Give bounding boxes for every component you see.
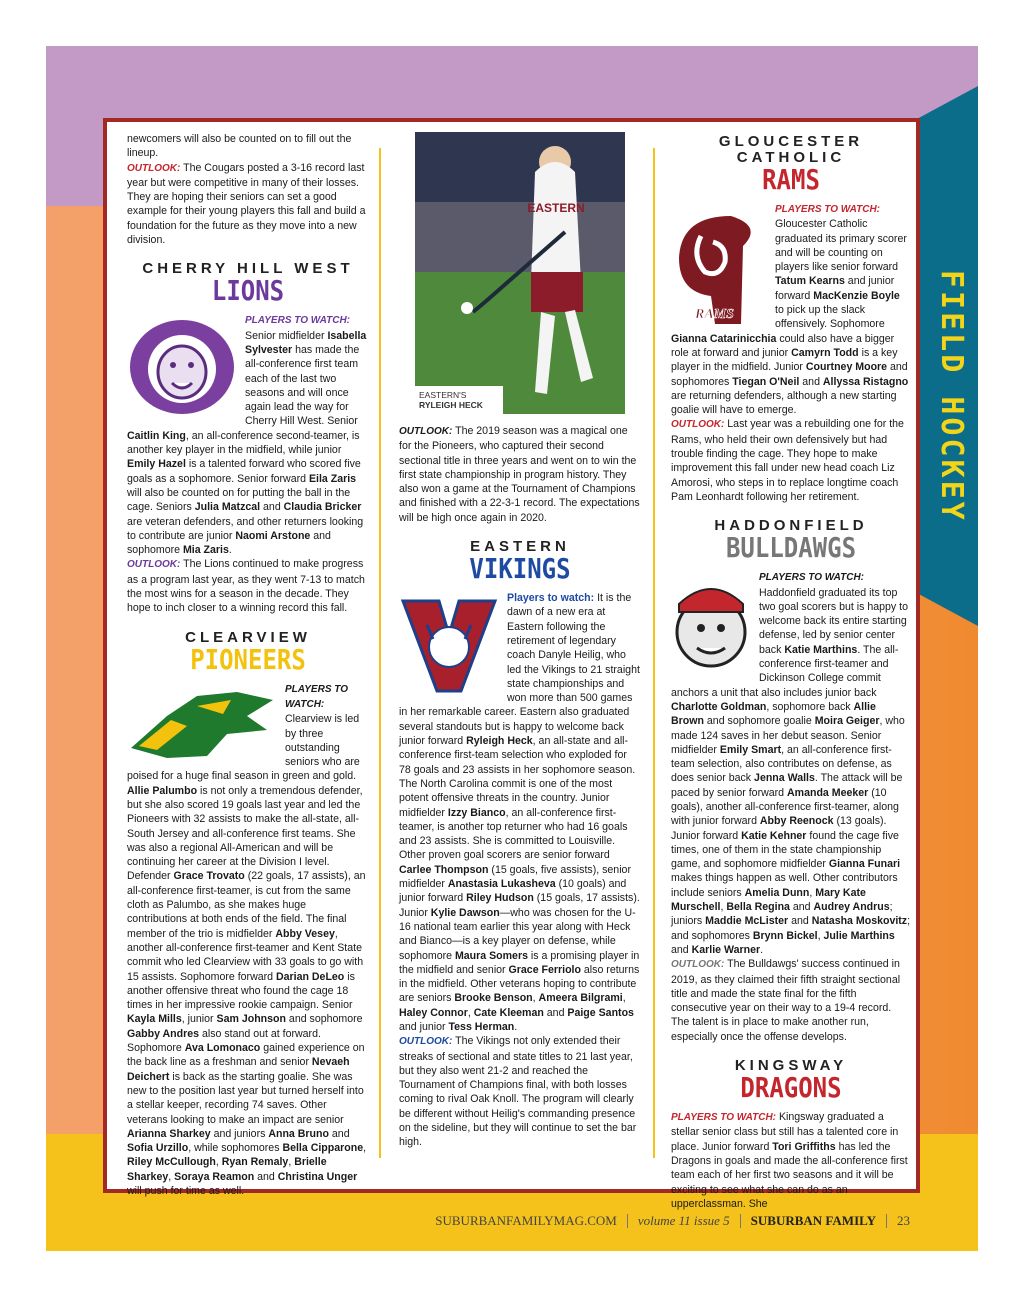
player-photo [415,132,625,414]
school-name: EASTERN [470,538,570,556]
team-preview: RAMS PLAYERS TO WATCH: Gloucester Catholic graduated its primary scorer and will be counting on players like senior forward Tatum Kearns and junior forward MacKenzie Boyle to pick up the slack offensively. Sophomore Gianna Catarinicchia could also have a bigger role at forward and junior Camyrn Todd is a key player in the midfield. Junior Courtney Moore and sophomores Tiegan O'Neil and Allyssa Ristagno are returning defenders, although a new starting goalie will have to emerge. OUTLOOK: Last year was a rebuilding one for the Rams, who held their own defensively but had trouble finding the cage. They hope to make improvement this fall under new head coach Liz Amorosi, who steps in to replace longtime coach Pam Leonhardt following her retirement. [671,204,909,503]
team-preview: PLAYERS TO WATCH: Senior midfielder Isabella Sylvester has made the all-conference first team each of the last two seasons and will once again lead the way for Cherry Hill West. Senior Caitlin King, an all-conference second-teamer, is another key player in the midfield, while junior Emily Hazel is a talented forward who scored five goals as a sophomore. Senior forward Eila Zaris will also be counted on for putting the ball in the cage. Seniors Julia Matzcal and Claudia Bricker are veteran defenders, and other returners looking to contribute are junior Naomi Arstone and sophomore Mia Zaris. OUTLOOK: The Lions continued to make progress as a program last year, as they went 7-13 to match the most wins for a season in the decade. They hope to inch closer to a winning record this fall. [127,315,367,615]
svg-text:EASTERN: EASTERN [527,201,585,215]
paragraph: newcomers will also be counted on to fill out the lineup. OUTLOOK: The Cougars posted a 3-16 record last year but were competitive in many of their losses. They are hoping their seniors can set a good example for their young players this fall and build a foundation for the future as they move into a new division. [127,133,366,247]
team-preview: PLAYERS TO WATCH: Kingsway graduated a stellar senior class but still has a talented core in place. Junior forward Tori Griffiths has led the Dragons in goals and made the all-conference first team each of her first two seasons and it will be exciting to see what she can do as an upperclassman. She [671,1111,908,1210]
ram-logo-icon [671,206,767,326]
team-preview: PLAYERS TO WATCH: Haddonfield graduated its top two goal scorers but is happy to welcome back its entire starting defense, led by senior center back Katie Marthins. The all-conference first-teamer and Dickinson College commit anchors a unit that also includes junior back Charlotte Goldman, sophomore back Allie Brown and sophomore goalie Moira Geiger, who made 124 saves in her debut season. Senior midfielder Emily Smart, an all-conference first-team selection, also contributes on defense, as does senior back Jenna Walls. The attack will be paced by senior forward Amanda Meeker (10 goals), another all-conference first-teamer, along with junior forward Abby Reenock (13 goals). Junior forward Katie Kehner found the cage five times, one of them in the state championship game, and sophomore midfielder Gianna Funari makes things happen as well. Other contributors include seniors Amelia Dunn, Mary Kate Murschell, Bella Regina and Audrey Andrus; juniors Maddie McLister and Natasha Moskovitz; and sophomores Brynn Bickel, Julie Marthins and Karlie Warner. OUTLOOK: The Bulldawgs' success continued in 2019, as they claimed their fifth straight sectional title and made the state final for the fifth consecutive year on their way to a 19-4 record. The talent is in place to make another run, especially once the offense develops. [671,572,911,1043]
section-title: FIELD HOCKEY [934,269,969,523]
school-name: GLOUCESTER CATHOLIC [718,133,864,166]
mascot-name: PIONEERS [190,643,306,676]
lion-logo-icon [127,317,237,417]
school-name: CLEARVIEW [185,628,311,646]
column-2 [399,132,641,1150]
viking-logo-icon [399,595,499,695]
mascot-name: DRAGONS [740,1071,842,1105]
pioneer-logo-icon [127,686,277,764]
mascot-name: RAMS [762,163,820,197]
magazine-page [46,46,978,1251]
footer-site: SUBURBANFAMILYMAG.COM [435,1213,617,1228]
bulldog-logo-icon [671,574,751,670]
school-name: KINGSWAY [734,1057,848,1075]
mascot-name: VIKINGS [469,552,571,586]
page-number: 23 [897,1213,910,1228]
footer-magazine: SUBURBAN FAMILY [750,1213,876,1228]
column-3 [671,132,911,1211]
column-divider [653,148,655,1158]
paragraph: OUTLOOK: The 2019 season was a magical one for the Pioneers, who captured their second sectional title in three years and went on to win the first state championship in program history. They also won a game at the Tournament of Champions and finished with a 22-3-1 record. The expectations will be high once again in 2020. [399,425,640,524]
mascot-name: BULLDAWGS [725,532,857,565]
mascot-name: LIONS [211,275,285,308]
school-name: CHERRY HILL WEST [142,260,354,278]
column-1 [127,132,369,1198]
team-preview: Players to watch: It is the dawn of a new era at Eastern following the retirement of legendary coach Danyle Heilig, who led the Vikings to 21 straight state championships and won more than 500 games in her remarkable career. Eastern also graduated several standouts but is happy to welcome back junior forward Ryleigh Heck, an all-state and all-conference first-team selection who exploded for 78 goals and 23 assists in her sophomore season. The North Carolina commit is one of the most potent offensive threats in the country. Junior midfielder Izzy Bianco, an all-conference first-teamer, is another top returner who had 16 goals and 23 assists. She is committed to Louisville. Other proven goal scorers are senior forward Carlee Thompson (15 goals, five assists), senior midfielder Anastasia Lukasheva (10 goals) and junior forward Riley Hudson (15 goals, 17 assists). Junior Kylie Dawson—who was chosen for the U-16 national team earlier this year along with Heck and Bianco—is a key player on defense, while sophomore Maura Somers is a promising player in the midfield and senior Grace Ferriolo also returns in the midfield. Other veterans hoping to contribute are seniors Brooke Benson, Ameera Bilgrami, Haley Connor, Cate Kleeman and Paige Santos and junior Tess Herman. OUTLOOK: The Vikings not only extended their streaks of sectional and state titles to 21 last year, but they also went 21-2 and reached the Tournament of Champions final, with both losses coming to rival Oak Knoll. The program will clearly be different without Heilig's commanding presence on the sideline, but they will continue to set the bar high. [399,592,640,1149]
svg-text:RAMS: RAMS [695,307,734,322]
footer-issue: volume 11 issue 5 [637,1213,730,1228]
photo-caption: EASTERN'S RYLEIGH HECK [415,386,503,414]
page-footer [103,1206,920,1236]
column-divider [379,148,381,1158]
article-card [103,118,920,1210]
field-hockey-player-icon [415,132,625,414]
school-name: HADDONFIELD [714,517,868,535]
team-preview: PLAYERS TO WATCH: Clearview is led by three outstanding seniors who are poised for a huge final season in green and gold. Allie Palumbo is not only a tremendous defender, but she also scored 19 goals last year and led the Pioneers with 32 assists to make the all-state, all-South Jersey and all-conference first teams. She was also a regional All-American and will be continuing her career at the Division I level. Defender Grace Trovato (22 goals, 17 assists), an all-conference first-teamer, is cut from the same cloth as Palumbo, as she makes huge contributions at both ends of the field. The final member of the trio is midfielder Abby Vesey, another all-conference first-teamer and Kent State commit who led Clearview with 33 goals to go with 15 assists. Sophomore forward Darian DeLeo is another offensive threat who found the cage 18 times in her impressive rookie campaign. Senior Kayla Mills, junior Sam Johnson and sophomore Gabby Andres also stand out at forward. Sophomore Ava Lomonaco gained experience on the back line as a freshman and senior Nevaeh Deichert is back as the starting goalie. She was new to the position last year but turned herself into a stellar keeper, recording 74 saves. Other veterans looking to make an impact are senior Arianna Sharkey and juniors Anna Bruno and Sofia Urzillo, while sophomores Bella Cipparone, Riley McCullough, Ryan Remaly, Brielle Sharkey, Soraya Reamon and Christina Unger will push for time as well. [127,683,367,1197]
